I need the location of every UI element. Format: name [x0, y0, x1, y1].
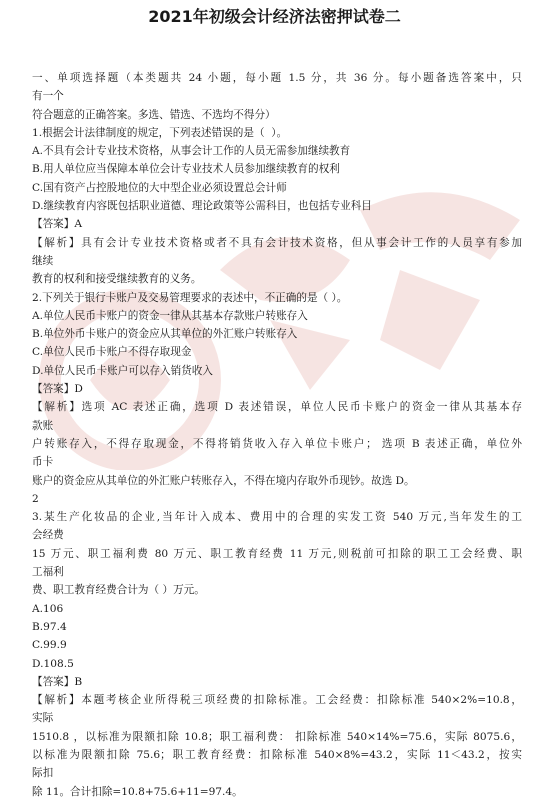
explanation-text: 账户的资金应从其单位的外汇账户转账存入，不得在境内存取外币现钞。故选 D。 [32, 474, 415, 487]
question-stem: 费、职工教育经费合计为（ ）万元。 [32, 584, 205, 597]
answer-option: B.单位外币卡账户的资金应从其单位的外汇账户转账存入 [32, 328, 298, 341]
answer-option: D.继续教育内容既包括职业道德、理论政策等公需科目，也包括专业科目 [32, 200, 372, 213]
text-line: 有一个 [32, 90, 64, 103]
explanation-text: 以标准为限额扣除 75.6；职工教育经费：扣除标准 540×8%=43.2，实际 11＜43.2，按实 [32, 748, 522, 761]
explanation-text: 币卡 [32, 456, 54, 469]
answer-option: C.99.9 [32, 639, 67, 652]
explanation-text: 户转账存入，不得存取现金，不得将销货收入存入单位卡账户； 选项 B 表述正确，单位外 [32, 437, 522, 450]
explanation-text: 实际 [32, 712, 54, 725]
question-stem: 工福利 [32, 566, 64, 579]
answer-key: 【答案】A [32, 218, 83, 231]
question-stem: 2.下列关于银行卡账户及交易管理要求的表述中，不正确的是（ ）。 [32, 291, 348, 304]
answer-key: 【答案】B [32, 675, 83, 688]
page-title: 2021年初级会计经济法密押试卷二 [148, 7, 401, 26]
explanation-text: 【解析】本题考核企业所得税三项经费的扣除标准。工会经费：扣除标准 540×2%=10.8， [32, 694, 522, 707]
explanation-text: 【解析】选项 AC 表述正确，选项 D 表述错误，单位人民币卡账户的资金一律从其基本存 [32, 401, 522, 414]
text-line: 一、单项选择题（本类题共 24 小题，每小题 1.5 分，共 36 分。每小题备选答案中，只 [32, 72, 522, 84]
answer-option: A.106 [32, 602, 64, 615]
answer-option: D.108.5 [32, 657, 74, 670]
explanation-text: 继续 [32, 254, 54, 267]
explanation-text: 教育的权利和接受继续教育的义务。 [32, 273, 202, 286]
explanation-text: 除 11。合计扣除=10.8+75.6+11=97.4。 [32, 785, 243, 798]
question-stem: 3.某生产化妆品的企业,当年计入成本、费用中的合理的实发工资 540 万元,当年发生的工 [32, 511, 522, 524]
answer-option: C.单位人民币卡账户不得存取现金 [32, 346, 192, 359]
answer-option: B.用人单位应当保障本单位会计专业技术人员参加继续教育的权利 [32, 163, 340, 176]
answer-option: A.单位人民币卡账户的资金一律从其基本存款账户转账存入 [32, 309, 308, 322]
text-line: 符合题意的正确答案。多选、错选、不选均不得分） [32, 108, 276, 121]
question-stem: 会经费 [32, 529, 64, 542]
answer-option: C.国有资产占控股地位的大中型企业必须设置总会计师 [32, 181, 287, 194]
explanation-text: 【解析】具有会计专业技术资格或者不具有会计技术资格，但从事会计工作的人员享有参加 [32, 236, 522, 249]
explanation-text: 1510.8 ，以标准为限额扣除 10.8；职工福利费： 扣除标准 540×14%=75.6，实际 8075.6， [32, 730, 522, 743]
answer-key: 【答案】D [32, 383, 83, 396]
question-stem: 15 万元、职工福利费 80 万元、职工教育经费 11 万元,则税前可扣除的职工工会经费、职 [32, 547, 522, 560]
explanation-text: 款账 [32, 419, 54, 432]
question-stem: 1.根据会计法律制度的规定，下列表述错误的是（ ）。 [32, 126, 288, 139]
document-body [32, 69, 522, 801]
answer-option: B.97.4 [32, 620, 67, 633]
explanation-text: 际扣 [32, 767, 54, 780]
answer-option: A.不具有会计专业技术资格，从事会计工作的人员无需参加继续教育 [32, 145, 351, 158]
page-number: 2 [32, 492, 39, 505]
answer-option: D.单位人民币卡账户可以存入销货收入 [32, 364, 213, 377]
